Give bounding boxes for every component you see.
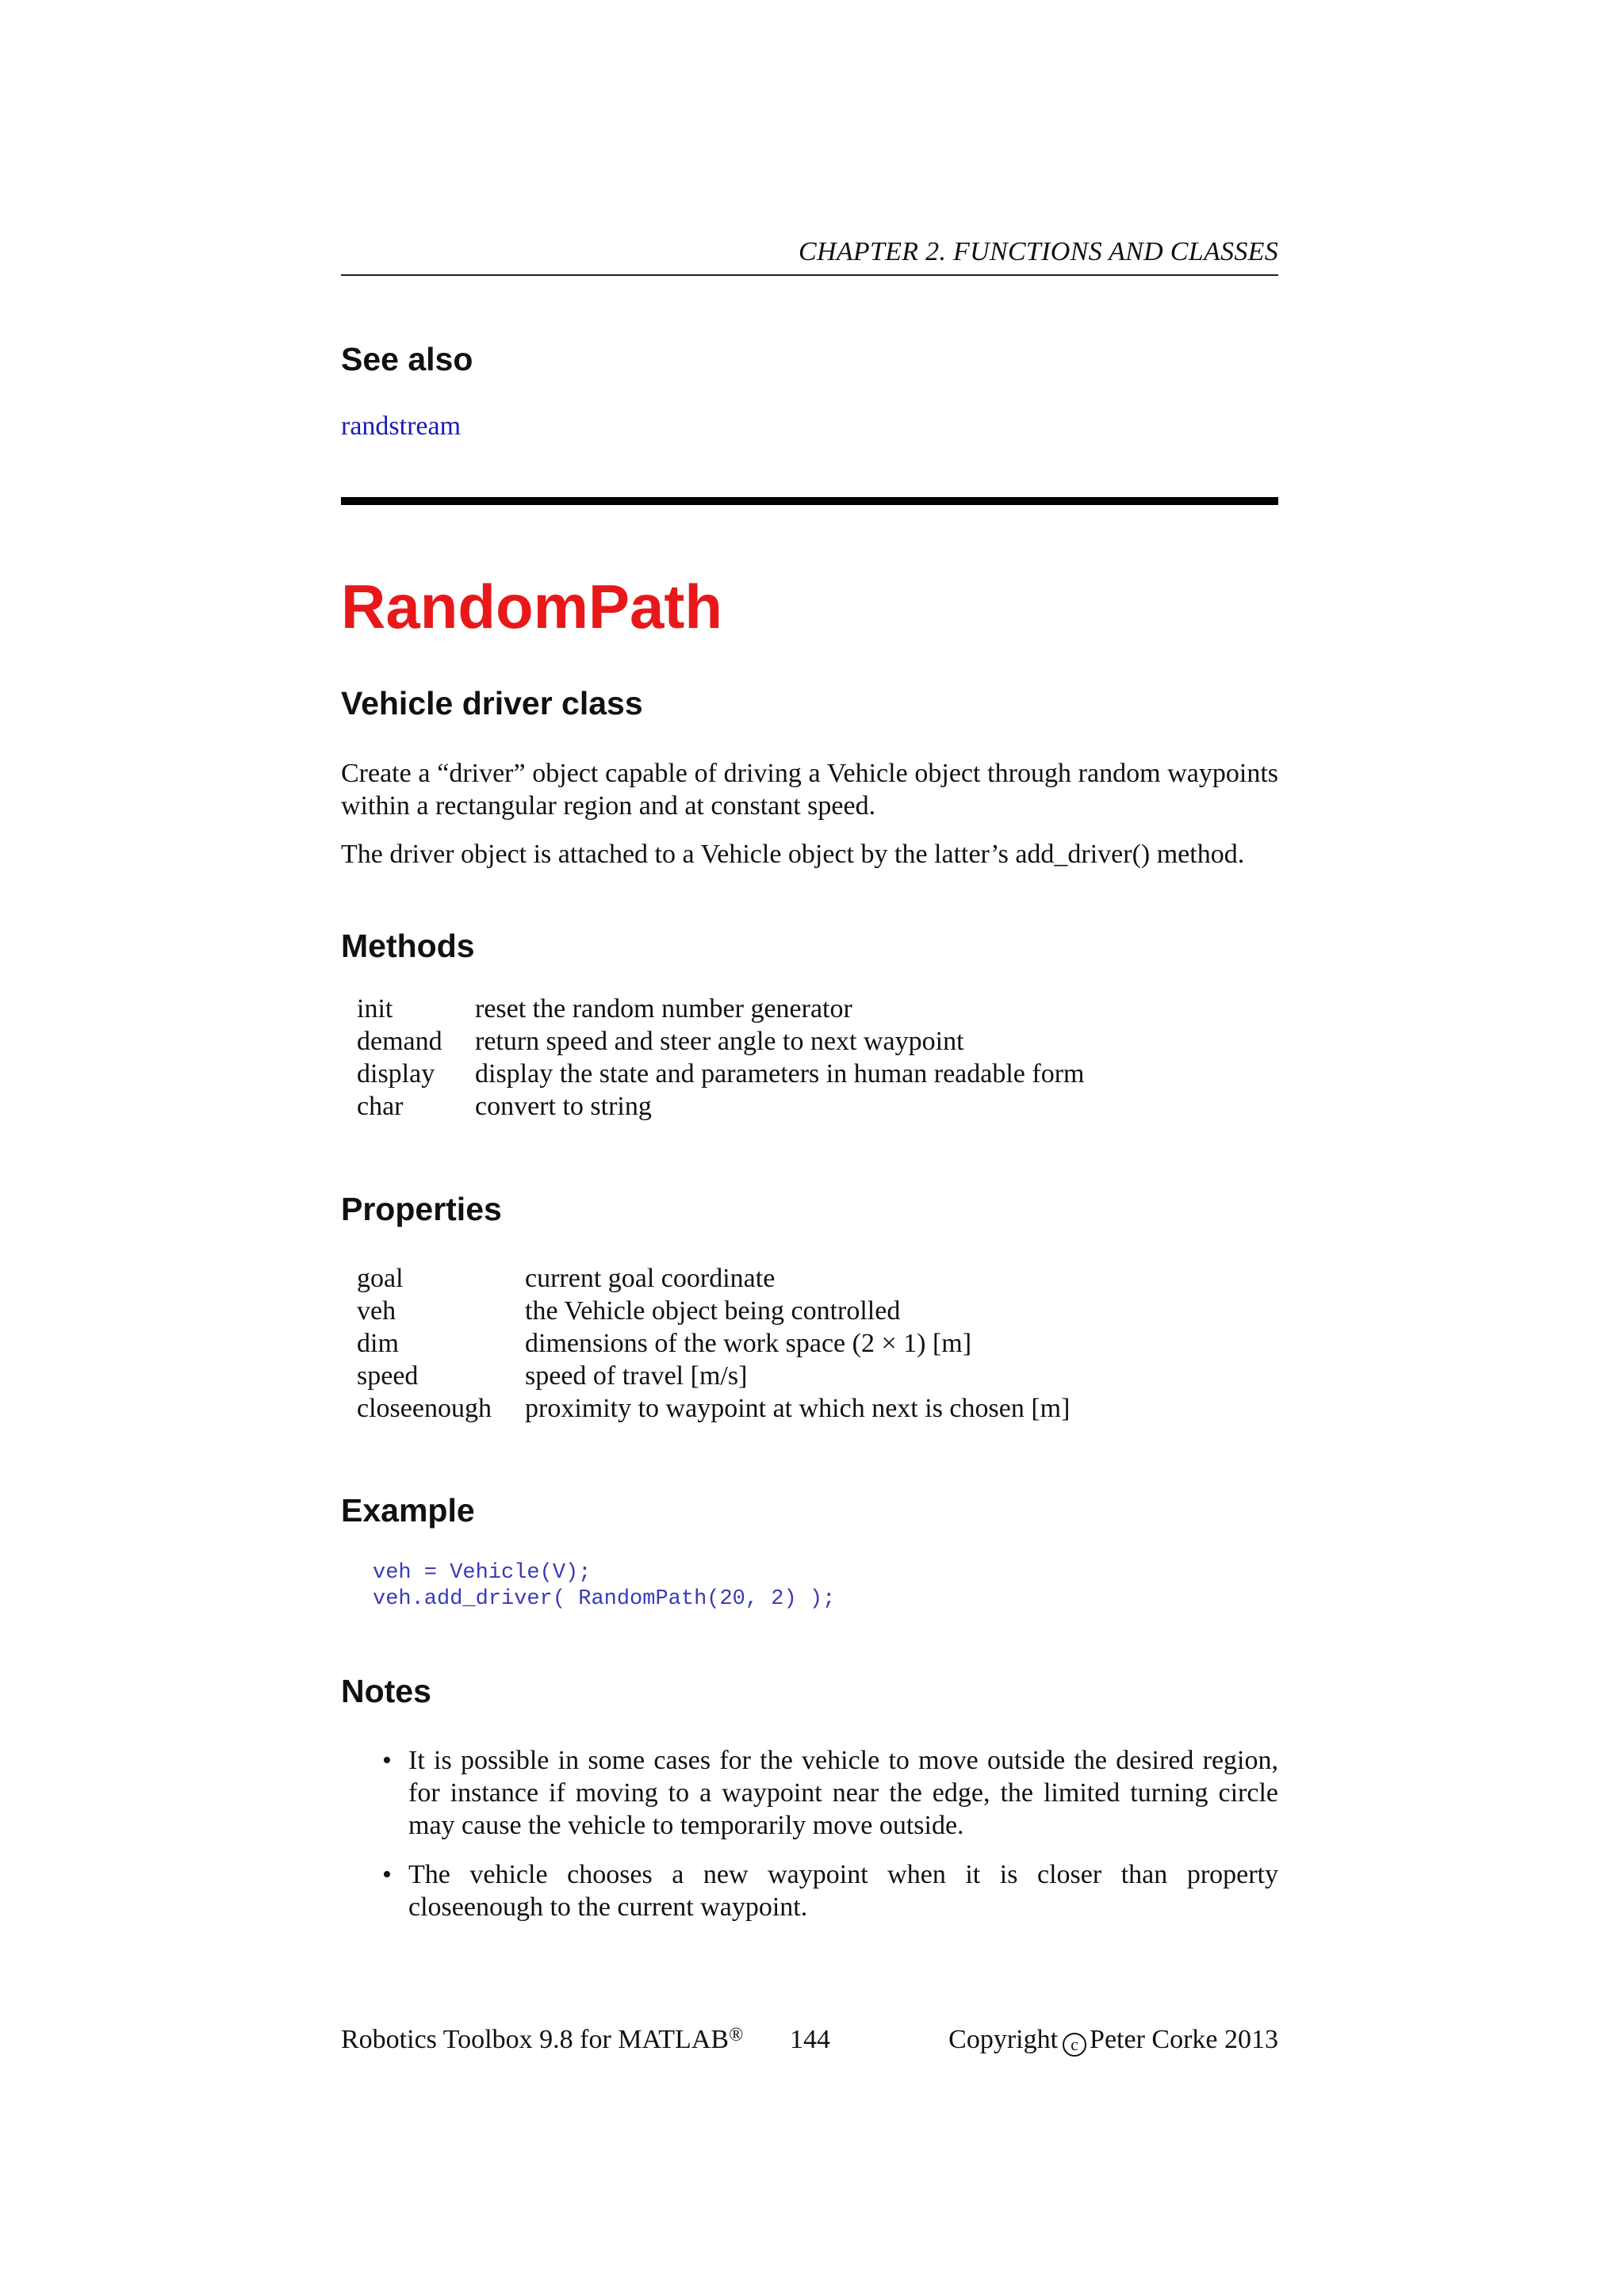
methods-heading: Methods (341, 928, 475, 964)
class-title: RandomPath (341, 572, 723, 641)
note-text: It is possible in some cases for the vehicle to move outside the desired region, for instance if moving to a waypoint near the edge, the limited turning circle may cause the vehicle to temporarily move outside. (408, 1746, 1278, 1840)
notes-list (341, 1744, 1278, 1940)
copyright-prefix: Copyright (948, 2025, 1059, 2054)
footer-product-name: Robotics Toolbox 9.8 for MATLAB (341, 2025, 730, 2054)
running-header: CHAPTER 2. FUNCTIONS AND CLASSES (799, 237, 1278, 266)
table-row (357, 1025, 1085, 1058)
class-subtitle: Vehicle driver class (341, 685, 643, 721)
bullet-icon: • (382, 1746, 392, 1775)
footer-copyright (948, 2024, 1278, 2057)
property-description: speed of travel [m/s] (525, 1361, 748, 1391)
properties-table (357, 1262, 1070, 1425)
property-name: speed (357, 1361, 419, 1391)
example-heading: Example (341, 1492, 475, 1529)
property-name: closeenough (357, 1394, 492, 1423)
table-row (357, 1327, 1070, 1360)
property-description: the Vehicle object being controlled (525, 1296, 901, 1326)
method-description: reset the random number generator (475, 994, 852, 1024)
method-name: display (357, 1059, 435, 1089)
code-line: veh = Vehicle(V); (373, 1561, 592, 1585)
page-number: 144 (790, 2025, 830, 2054)
method-name: char (357, 1092, 404, 1121)
method-name: init (357, 994, 393, 1024)
see-also-heading: See also (341, 341, 473, 377)
example-code-block (373, 1560, 835, 1613)
table-row (357, 1262, 1070, 1295)
see-also-link-randstream[interactable]: randstream (341, 411, 462, 441)
property-name: goal (357, 1264, 404, 1293)
property-description: proximity to waypoint at which next is chosen [m] (525, 1394, 1071, 1423)
table-row (357, 1090, 1085, 1123)
properties-heading: Properties (341, 1191, 502, 1227)
method-name: demand (357, 1027, 442, 1056)
note-text: The vehicle chooses a new waypoint when it is closer than property closeenough to the current waypoint. (408, 1860, 1278, 1922)
table-row (357, 993, 1085, 1025)
property-name: dim (357, 1329, 399, 1358)
property-description: current goal coordinate (525, 1264, 776, 1293)
registered-mark: ® (729, 2025, 744, 2045)
method-description: display the state and parameters in human readable form (475, 1059, 1085, 1089)
table-row (357, 1392, 1070, 1425)
copyright-holder: Peter Corke 2013 (1090, 2025, 1278, 2054)
property-description: dimensions of the work space (2 × 1) [m] (525, 1329, 972, 1358)
methods-table (357, 993, 1085, 1123)
description-paragraph-1: Create a “driver” object capable of driving a Vehicle object through random waypoints within a rectangular region and at constant speed. (341, 759, 1278, 821)
list-item (341, 1858, 1278, 1923)
method-description: return speed and steer angle to next waypoint (475, 1027, 964, 1056)
section-divider (341, 497, 1278, 505)
footer-product (341, 2024, 743, 2056)
header-rule (341, 274, 1278, 276)
description-paragraph-2: The driver object is attached to a Vehicle object by the latter’s add_driver() method. (341, 840, 1245, 869)
notes-heading: Notes (341, 1673, 431, 1709)
property-name: veh (357, 1296, 396, 1326)
code-line: veh.add_driver( RandomPath(20, 2) ); (373, 1587, 836, 1611)
copyright-icon: c (1063, 2033, 1086, 2057)
method-description: convert to string (475, 1092, 652, 1121)
table-row (357, 1295, 1070, 1327)
list-item (341, 1744, 1278, 1842)
table-row (357, 1360, 1070, 1392)
table-row (357, 1058, 1085, 1090)
bullet-icon: • (382, 1860, 392, 1889)
